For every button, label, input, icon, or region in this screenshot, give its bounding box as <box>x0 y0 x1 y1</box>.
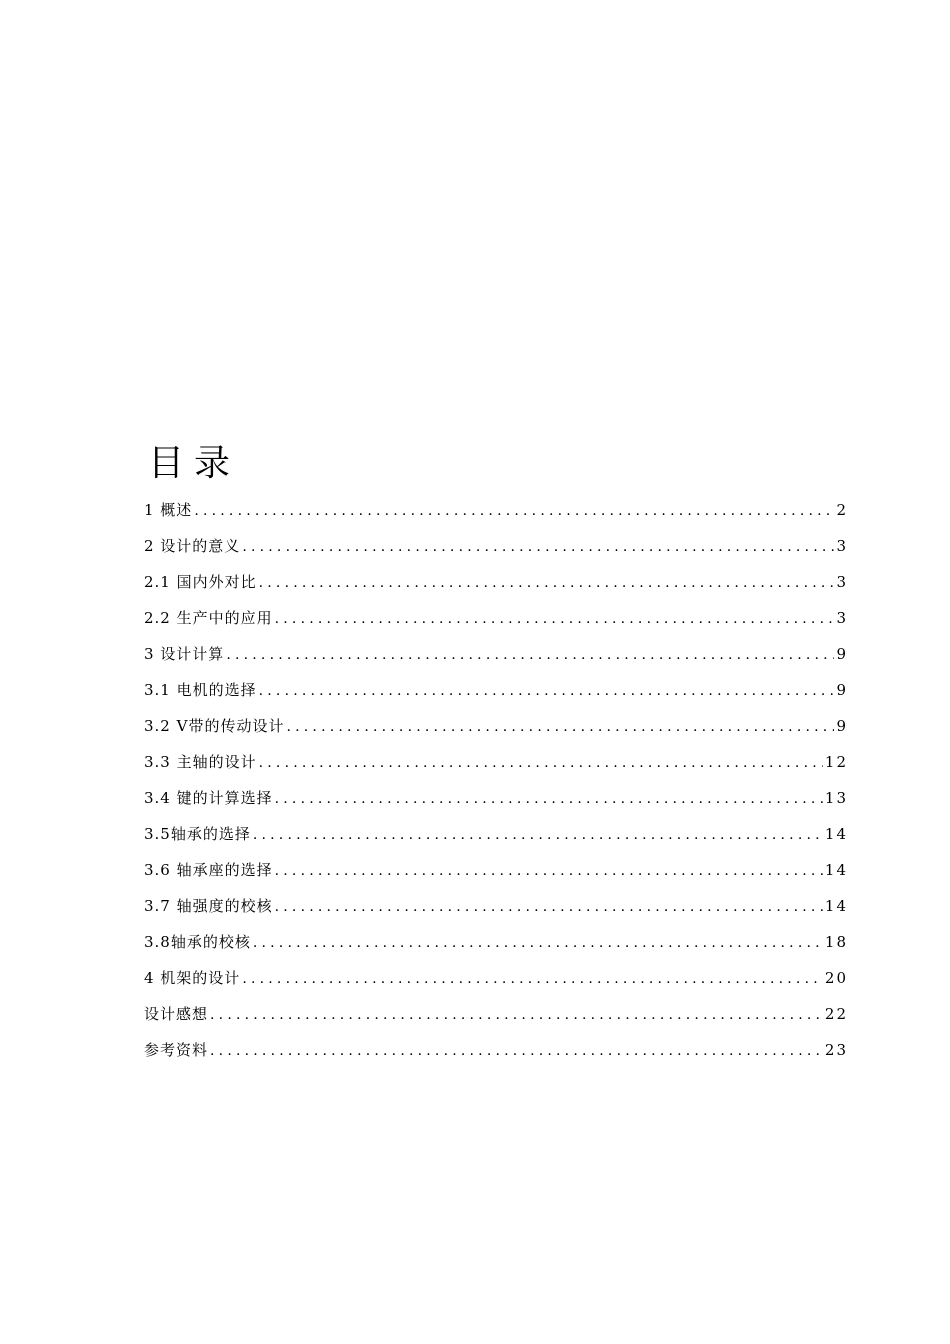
toc-entry-page: 18 <box>824 933 848 951</box>
toc-entry[interactable] <box>144 672 848 708</box>
toc-entry-label: 3.5轴承的选择 <box>144 825 251 843</box>
toc-list <box>144 492 848 1068</box>
toc-dot-leader <box>242 961 823 996</box>
toc-dot-leader <box>242 529 834 564</box>
toc-entry-label: 3.4 键的计算选择 <box>144 789 273 807</box>
toc-dot-leader <box>259 565 835 600</box>
toc-entry-page: 3 <box>836 609 848 627</box>
toc-entry-label: 参考资料 <box>144 1041 209 1059</box>
toc-dot-leader <box>253 925 823 960</box>
toc-entry-page: 20 <box>824 969 848 987</box>
toc-dot-leader <box>275 889 823 924</box>
toc-entry-page: 14 <box>824 861 848 879</box>
toc-dot-leader <box>259 673 835 708</box>
toc-entry-page: 23 <box>824 1041 848 1059</box>
toc-entry[interactable] <box>144 600 848 636</box>
toc-entry-page: 13 <box>824 789 848 807</box>
toc-title: 目录 <box>148 443 241 484</box>
toc-entry-page: 14 <box>824 825 848 843</box>
toc-entry-label: 3.7 轴强度的校核 <box>144 897 273 915</box>
toc-entry-label: 1 概述 <box>144 501 193 519</box>
toc-entry[interactable] <box>144 780 848 816</box>
toc-entry[interactable] <box>144 960 848 996</box>
toc-entry-page: 14 <box>824 897 848 915</box>
table-of-contents <box>144 440 848 1068</box>
toc-entry-label: 3 设计计算 <box>144 645 225 663</box>
toc-entry-label: 2.1 国内外对比 <box>144 573 257 591</box>
toc-dot-leader <box>259 745 823 780</box>
toc-entry[interactable] <box>144 492 848 528</box>
toc-entry-label: 3.1 电机的选择 <box>144 681 257 699</box>
toc-entry-page: 9 <box>836 717 848 735</box>
toc-entry[interactable] <box>144 564 848 600</box>
toc-entry[interactable] <box>144 1032 848 1068</box>
toc-dot-leader <box>275 853 823 888</box>
toc-entry-label: 2 设计的意义 <box>144 537 241 555</box>
toc-entry[interactable] <box>144 816 848 852</box>
toc-dot-leader <box>226 637 834 672</box>
toc-entry[interactable] <box>144 852 848 888</box>
toc-entry-label: 2.2 生产中的应用 <box>144 609 273 627</box>
toc-entry[interactable] <box>144 744 848 780</box>
toc-entry[interactable] <box>144 996 848 1032</box>
toc-entry-page: 9 <box>836 681 848 699</box>
toc-entry[interactable] <box>144 528 848 564</box>
toc-entry-label: 3.2 V带的传动设计 <box>144 717 285 735</box>
toc-entry-page: 2 <box>836 501 848 519</box>
toc-entry[interactable] <box>144 636 848 672</box>
toc-dot-leader <box>275 601 835 636</box>
toc-dot-leader <box>275 781 823 816</box>
toc-entry-page: 3 <box>836 573 848 591</box>
toc-entry-page: 12 <box>824 753 848 771</box>
toc-entry-label: 3.6 轴承座的选择 <box>144 861 273 879</box>
toc-entry-label: 设计感想 <box>144 1005 209 1023</box>
toc-dot-leader <box>194 493 834 528</box>
toc-entry-label: 3.8轴承的校核 <box>144 933 251 951</box>
toc-entry[interactable] <box>144 708 848 744</box>
toc-entry-page: 22 <box>824 1005 848 1023</box>
toc-entry-page: 9 <box>836 645 848 663</box>
toc-dot-leader <box>253 817 823 852</box>
toc-dot-leader <box>210 1033 823 1068</box>
toc-dot-leader <box>286 709 834 744</box>
toc-entry-label: 3.3 主轴的设计 <box>144 753 257 771</box>
toc-entry-label: 4 机架的设计 <box>144 969 241 987</box>
toc-entry-page: 3 <box>836 537 848 555</box>
toc-entry[interactable] <box>144 888 848 924</box>
toc-entry[interactable] <box>144 924 848 960</box>
toc-dot-leader <box>210 997 823 1032</box>
